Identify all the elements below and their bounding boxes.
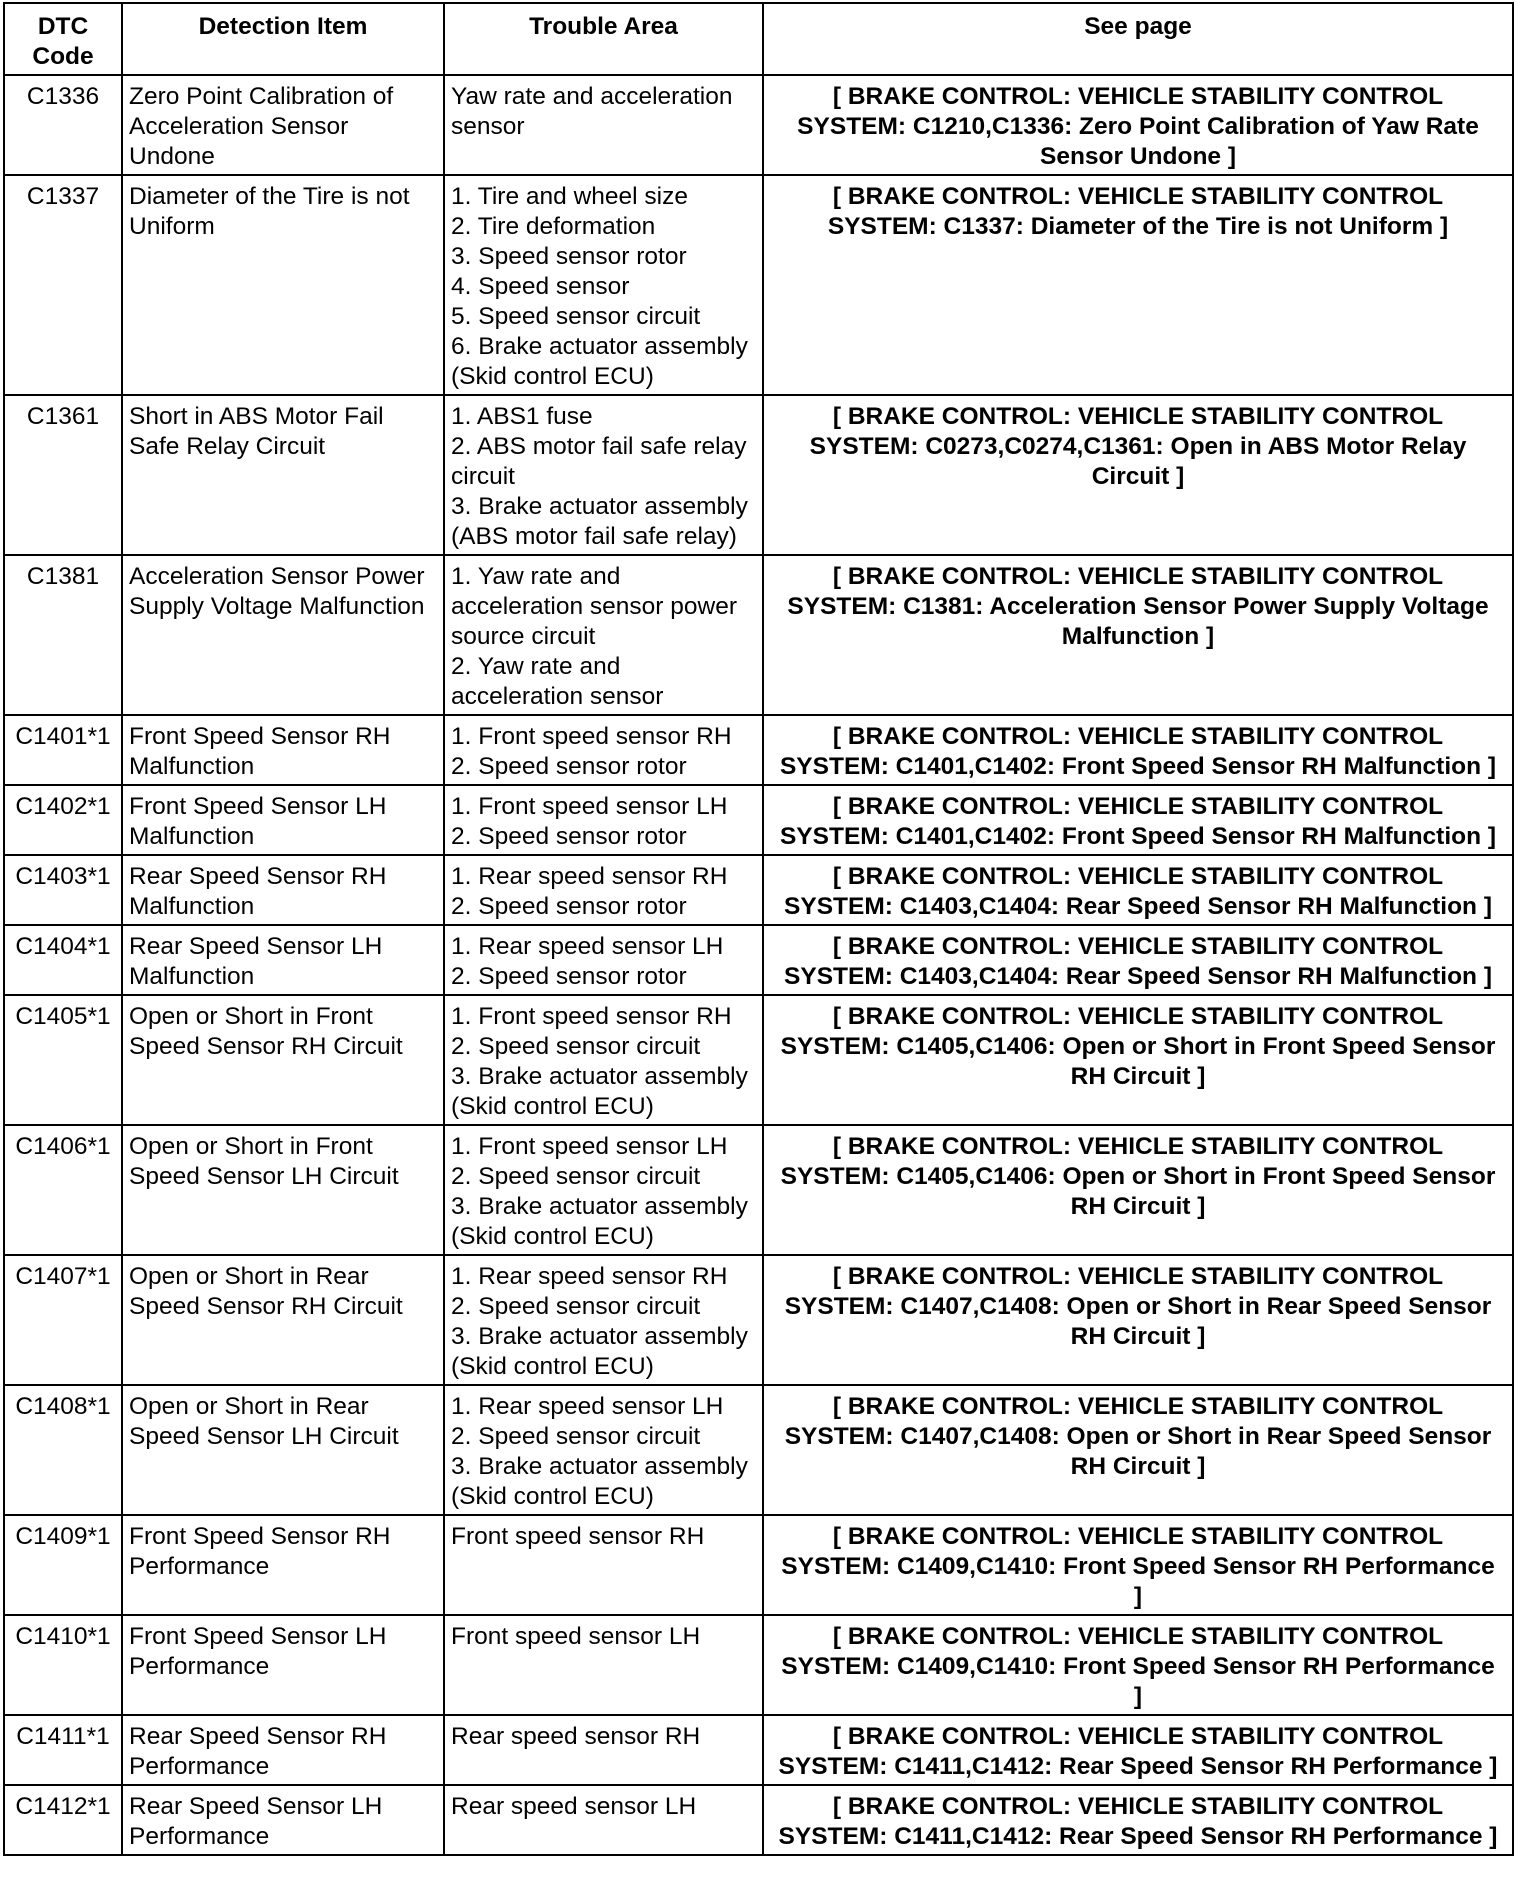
detection-item-cell (122, 1255, 444, 1385)
detection-item-line: Performance (129, 1823, 270, 1850)
see-page-link-cell (763, 1255, 1513, 1385)
see-page-link-line: SYSTEM: C1210,C1336: Zero Point Calibration of Yaw Rate (797, 113, 1479, 140)
see-page-link-line: SYSTEM: C1401,C1402: Front Speed Sensor RH Malfunction ] (779, 753, 1497, 780)
see-page-link-cell (763, 785, 1513, 855)
detection-item-line: Malfunction (129, 753, 255, 780)
trouble-area-line: 6. Brake actuator assembly (451, 333, 748, 360)
see-page-link-line: [ BRAKE CONTROL: VEHICLE STABILITY CONTROL (832, 1263, 1444, 1290)
trouble-area-line: 1. ABS1 fuse (451, 403, 593, 430)
detection-item-line: Front Speed Sensor LH (129, 1623, 387, 1650)
detection-item-line: Performance (129, 1753, 270, 1780)
see-page-link-line: SYSTEM: C1409,C1410: Front Speed Sensor RH Performance (781, 1553, 1495, 1580)
trouble-area-line: 2. Speed sensor rotor (451, 893, 687, 920)
see-page-link-line: [ BRAKE CONTROL: VEHICLE STABILITY CONTROL (832, 1623, 1444, 1650)
see-page-link-cell (763, 855, 1513, 925)
see-page-link-line: RH Circuit ] (1070, 1193, 1206, 1220)
detection-item-line: Malfunction (129, 823, 255, 850)
dtc-code-cell: C1411*1 (4, 1715, 122, 1785)
dtc-code-cell: C1409*1 (4, 1515, 122, 1615)
detection-item-line: Speed Sensor RH Circuit (129, 1293, 403, 1320)
see-page-link-line: SYSTEM: C1403,C1404: Rear Speed Sensor RH Malfunction ] (784, 963, 1492, 990)
see-page-link-line: [ BRAKE CONTROL: VEHICLE STABILITY CONTROL (832, 723, 1444, 750)
see-page-link-cell (763, 75, 1513, 175)
detection-item-line: Open or Short in Rear (129, 1263, 369, 1290)
trouble-area-line: 3. Brake actuator assembly (451, 1193, 748, 1220)
detection-item-cell (122, 1125, 444, 1255)
dtc-code-cell: C1404*1 (4, 925, 122, 995)
trouble-area-line: (Skid control ECU) (451, 363, 654, 390)
see-page-link-line: SYSTEM: C1405,C1406: Open or Short in Front Speed Sensor (780, 1163, 1496, 1190)
see-page-link-cell (763, 555, 1513, 715)
table-row (4, 855, 1513, 925)
dtc-code-cell: C1401*1 (4, 715, 122, 785)
trouble-area-cell (444, 1715, 763, 1785)
dtc-code-cell: C1337 (4, 175, 122, 395)
trouble-area-line: 2. Speed sensor circuit (451, 1163, 701, 1190)
trouble-area-line: 1. Rear speed sensor LH (451, 933, 724, 960)
table-row (4, 925, 1513, 995)
detection-item-line: Front Speed Sensor RH (129, 1523, 391, 1550)
detection-item-line: Safe Relay Circuit (129, 433, 326, 460)
table-row (4, 995, 1513, 1125)
table-row (4, 1715, 1513, 1785)
table-row (4, 1785, 1513, 1855)
detection-item-line: Front Speed Sensor LH (129, 793, 387, 820)
dtc-code-cell: C1407*1 (4, 1255, 122, 1385)
see-page-link-line: SYSTEM: C1337: Diameter of the Tire is not Uniform ] (827, 213, 1449, 240)
trouble-area-line: (ABS motor fail safe relay) (451, 523, 737, 550)
header-trouble-area: Trouble Area (444, 3, 763, 75)
see-page-link-line: Sensor Undone ] (1039, 143, 1236, 170)
trouble-area-line: 2. Tire deformation (451, 213, 656, 240)
detection-item-cell (122, 175, 444, 395)
detection-item-line: Acceleration Sensor Power (129, 563, 425, 590)
trouble-area-cell (444, 855, 763, 925)
trouble-area-line: sensor (451, 113, 525, 140)
table-row (4, 175, 1513, 395)
see-page-link-line: [ BRAKE CONTROL: VEHICLE STABILITY CONTROL (832, 1793, 1444, 1820)
table-header-row (4, 3, 1513, 75)
see-page-link-line: ] (1133, 1683, 1143, 1710)
detection-item-cell (122, 75, 444, 175)
detection-item-line: Speed Sensor RH Circuit (129, 1033, 403, 1060)
see-page-link-line: ] (1133, 1583, 1143, 1610)
table-body (4, 75, 1513, 1855)
header-dtc-code-line-1: DTC (37, 13, 89, 40)
trouble-area-line: Rear speed sensor LH (451, 1793, 697, 1820)
dtc-table (3, 2, 1514, 1856)
table-row (4, 1615, 1513, 1715)
see-page-link-cell (763, 995, 1513, 1125)
detection-item-cell (122, 925, 444, 995)
see-page-link-line: [ BRAKE CONTROL: VEHICLE STABILITY CONTROL (832, 933, 1444, 960)
detection-item-line: Malfunction (129, 963, 255, 990)
detection-item-line: Malfunction (129, 893, 255, 920)
detection-item-line: Rear Speed Sensor RH (129, 863, 387, 890)
detection-item-line: Performance (129, 1653, 270, 1680)
see-page-link-line: [ BRAKE CONTROL: VEHICLE STABILITY CONTROL (832, 863, 1444, 890)
see-page-link-cell (763, 395, 1513, 555)
dtc-code-cell: C1336 (4, 75, 122, 175)
detection-item-cell (122, 1515, 444, 1615)
dtc-code-cell: C1402*1 (4, 785, 122, 855)
detection-item-line: Front Speed Sensor RH (129, 723, 391, 750)
table-row (4, 395, 1513, 555)
table-row (4, 715, 1513, 785)
see-page-link-cell (763, 1385, 1513, 1515)
see-page-link-line: SYSTEM: C1411,C1412: Rear Speed Sensor RH Performance ] (778, 1823, 1498, 1850)
trouble-area-line: circuit (451, 463, 515, 490)
see-page-link-line: SYSTEM: C1381: Acceleration Sensor Power Supply Voltage (787, 593, 1489, 620)
trouble-area-line: 5. Speed sensor circuit (451, 303, 701, 330)
detection-item-cell (122, 1785, 444, 1855)
trouble-area-line: Rear speed sensor RH (451, 1723, 701, 1750)
trouble-area-line: 2. ABS motor fail safe relay (451, 433, 747, 460)
header-detection-item: Detection Item (122, 3, 444, 75)
see-page-link-line: [ BRAKE CONTROL: VEHICLE STABILITY CONTROL (832, 1523, 1444, 1550)
see-page-link-line: [ BRAKE CONTROL: VEHICLE STABILITY CONTROL (832, 183, 1444, 210)
table-row (4, 1125, 1513, 1255)
see-page-link-line: Circuit ] (1091, 463, 1185, 490)
trouble-area-line: 1. Rear speed sensor RH (451, 1263, 728, 1290)
trouble-area-cell (444, 995, 763, 1125)
detection-item-cell (122, 995, 444, 1125)
detection-item-line: Supply Voltage Malfunction (129, 593, 425, 620)
detection-item-line: Speed Sensor LH Circuit (129, 1163, 399, 1190)
trouble-area-line: 3. Brake actuator assembly (451, 493, 748, 520)
trouble-area-line: 1. Rear speed sensor RH (451, 863, 728, 890)
see-page-link-line: Malfunction ] (1061, 623, 1215, 650)
see-page-link-cell (763, 1715, 1513, 1785)
see-page-link-line: SYSTEM: C1411,C1412: Rear Speed Sensor RH Performance ] (778, 1753, 1498, 1780)
trouble-area-cell (444, 75, 763, 175)
trouble-area-cell (444, 175, 763, 395)
trouble-area-line: Front speed sensor LH (451, 1623, 701, 1650)
detection-item-line: Open or Short in Rear (129, 1393, 369, 1420)
trouble-area-cell (444, 1385, 763, 1515)
table-row (4, 1255, 1513, 1385)
trouble-area-cell (444, 395, 763, 555)
see-page-link-line: RH Circuit ] (1070, 1063, 1206, 1090)
see-page-link-line: [ BRAKE CONTROL: VEHICLE STABILITY CONTROL (832, 793, 1444, 820)
see-page-link-cell (763, 1515, 1513, 1615)
trouble-area-line: (Skid control ECU) (451, 1483, 654, 1510)
see-page-link-line: SYSTEM: C1409,C1410: Front Speed Sensor RH Performance (781, 1653, 1495, 1680)
detection-item-cell (122, 1715, 444, 1785)
dtc-code-cell: C1410*1 (4, 1615, 122, 1715)
trouble-area-line: 3. Brake actuator assembly (451, 1323, 748, 1350)
table-row (4, 1385, 1513, 1515)
trouble-area-line: 2. Speed sensor rotor (451, 823, 687, 850)
see-page-link-line: SYSTEM: C1405,C1406: Open or Short in Front Speed Sensor (780, 1033, 1496, 1060)
detection-item-line: Open or Short in Front (129, 1133, 373, 1160)
trouble-area-line: 3. Speed sensor rotor (451, 243, 687, 270)
dtc-code-cell: C1408*1 (4, 1385, 122, 1515)
detection-item-cell (122, 555, 444, 715)
trouble-area-line: 2. Speed sensor circuit (451, 1033, 701, 1060)
trouble-area-line: Yaw rate and acceleration (451, 83, 733, 110)
trouble-area-line: 1. Rear speed sensor LH (451, 1393, 724, 1420)
dtc-code-cell: C1406*1 (4, 1125, 122, 1255)
trouble-area-line: 2. Speed sensor circuit (451, 1293, 701, 1320)
trouble-area-line: (Skid control ECU) (451, 1223, 654, 1250)
trouble-area-line: 1. Front speed sensor LH (451, 793, 728, 820)
trouble-area-line: 2. Speed sensor rotor (451, 753, 687, 780)
trouble-area-cell (444, 925, 763, 995)
trouble-area-line: 3. Brake actuator assembly (451, 1063, 748, 1090)
trouble-area-line: 4. Speed sensor (451, 273, 630, 300)
trouble-area-line: acceleration sensor power (451, 593, 737, 620)
see-page-link-cell (763, 175, 1513, 395)
header-dtc-code (4, 3, 122, 75)
trouble-area-line: (Skid control ECU) (451, 1353, 654, 1380)
trouble-area-cell (444, 715, 763, 785)
see-page-link-line: SYSTEM: C0273,C0274,C1361: Open in ABS Motor Relay (809, 433, 1467, 460)
detection-item-cell (122, 1615, 444, 1715)
see-page-link-cell (763, 925, 1513, 995)
detection-item-cell (122, 395, 444, 555)
detection-item-line: Rear Speed Sensor LH (129, 933, 383, 960)
see-page-link-line: [ BRAKE CONTROL: VEHICLE STABILITY CONTROL (832, 1393, 1444, 1420)
header-dtc-code-line-2: Code (32, 43, 94, 70)
trouble-area-cell (444, 555, 763, 715)
see-page-link-line: RH Circuit ] (1070, 1323, 1206, 1350)
trouble-area-line: 1. Front speed sensor RH (451, 723, 732, 750)
detection-item-line: Speed Sensor LH Circuit (129, 1423, 399, 1450)
trouble-area-line: acceleration sensor (451, 683, 664, 710)
table-row (4, 1515, 1513, 1615)
see-page-link-line: SYSTEM: C1407,C1408: Open or Short in Rear Speed Sensor (784, 1423, 1492, 1450)
see-page-link-cell (763, 1615, 1513, 1715)
dtc-code-cell: C1412*1 (4, 1785, 122, 1855)
trouble-area-cell (444, 1515, 763, 1615)
trouble-area-line: 1. Front speed sensor RH (451, 1003, 732, 1030)
detection-item-cell (122, 785, 444, 855)
see-page-link-cell (763, 1125, 1513, 1255)
trouble-area-line: (Skid control ECU) (451, 1093, 654, 1120)
detection-item-line: Rear Speed Sensor LH (129, 1793, 383, 1820)
see-page-link-line: [ BRAKE CONTROL: VEHICLE STABILITY CONTROL (832, 83, 1444, 110)
detection-item-line: Short in ABS Motor Fail (129, 403, 384, 430)
trouble-area-cell (444, 1255, 763, 1385)
detection-item-line: Acceleration Sensor (129, 113, 349, 140)
trouble-area-line: 1. Yaw rate and (451, 563, 621, 590)
see-page-link-line: [ BRAKE CONTROL: VEHICLE STABILITY CONTROL (832, 1003, 1444, 1030)
see-page-link-line: RH Circuit ] (1070, 1453, 1206, 1480)
dtc-code-cell: C1403*1 (4, 855, 122, 925)
trouble-area-cell (444, 785, 763, 855)
table-row (4, 75, 1513, 175)
detection-item-line: Diameter of the Tire is not (129, 183, 410, 210)
trouble-area-cell (444, 1615, 763, 1715)
see-page-link-line: SYSTEM: C1401,C1402: Front Speed Sensor RH Malfunction ] (779, 823, 1497, 850)
detection-item-cell (122, 715, 444, 785)
trouble-area-line: 2. Yaw rate and (451, 653, 621, 680)
see-page-link-line: [ BRAKE CONTROL: VEHICLE STABILITY CONTROL (832, 563, 1444, 590)
detection-item-line: Zero Point Calibration of (129, 83, 394, 110)
trouble-area-cell (444, 1125, 763, 1255)
trouble-area-line: 2. Speed sensor circuit (451, 1423, 701, 1450)
detection-item-line: Uniform (129, 213, 215, 240)
see-page-link-cell (763, 1785, 1513, 1855)
dtc-code-cell: C1381 (4, 555, 122, 715)
trouble-area-cell (444, 1785, 763, 1855)
trouble-area-line: 3. Brake actuator assembly (451, 1453, 748, 1480)
detection-item-cell (122, 855, 444, 925)
detection-item-line: Undone (129, 143, 215, 170)
trouble-area-line: Front speed sensor RH (451, 1523, 705, 1550)
see-page-link-line: SYSTEM: C1407,C1408: Open or Short in Rear Speed Sensor (784, 1293, 1492, 1320)
see-page-link-line: [ BRAKE CONTROL: VEHICLE STABILITY CONTROL (832, 1133, 1444, 1160)
see-page-link-line: [ BRAKE CONTROL: VEHICLE STABILITY CONTROL (832, 1723, 1444, 1750)
detection-item-line: Performance (129, 1553, 270, 1580)
header-see-page: See page (763, 3, 1513, 75)
dtc-code-cell: C1361 (4, 395, 122, 555)
dtc-code-cell: C1405*1 (4, 995, 122, 1125)
detection-item-line: Rear Speed Sensor RH (129, 1723, 387, 1750)
trouble-area-line: 2. Speed sensor rotor (451, 963, 687, 990)
trouble-area-line: 1. Tire and wheel size (451, 183, 688, 210)
see-page-link-cell (763, 715, 1513, 785)
trouble-area-line: 1. Front speed sensor LH (451, 1133, 728, 1160)
see-page-link-line: [ BRAKE CONTROL: VEHICLE STABILITY CONTROL (832, 403, 1444, 430)
detection-item-cell (122, 1385, 444, 1515)
see-page-link-line: SYSTEM: C1403,C1404: Rear Speed Sensor RH Malfunction ] (784, 893, 1492, 920)
detection-item-line: Open or Short in Front (129, 1003, 373, 1030)
table-row (4, 785, 1513, 855)
trouble-area-line: source circuit (451, 623, 596, 650)
table-row (4, 555, 1513, 715)
